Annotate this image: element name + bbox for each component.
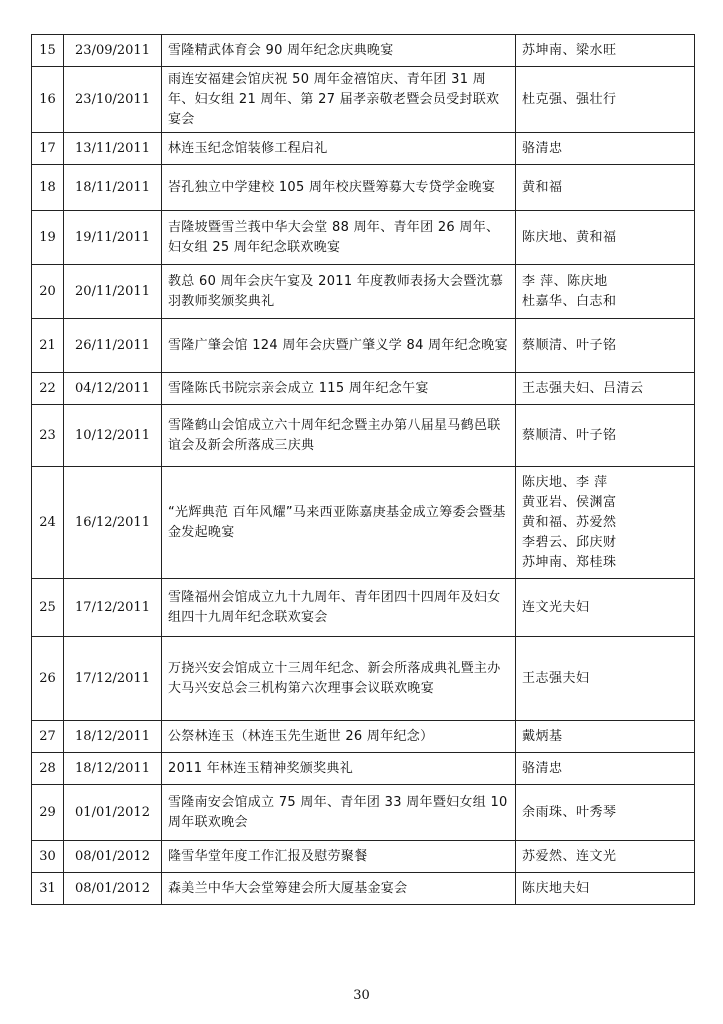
event-date: 18/12/2011 [64,721,162,753]
table-row [32,467,695,579]
table-row [32,373,695,405]
event-name: 森美兰中华大会堂筹建会所大厦基金宴会 [162,873,516,905]
row-number: 26 [32,637,64,721]
row-number: 24 [32,467,64,579]
event-date: 18/11/2011 [64,165,162,211]
event-date: 04/12/2011 [64,373,162,405]
event-name: 2011 年林连玉精神奖颁奖典礼 [162,753,516,785]
event-date: 10/12/2011 [64,405,162,467]
attendees: 黄和福 [516,165,695,211]
attendees: 陈庆地、李 萍 黄亚岩、侯渊富 黄和福、苏爱然 李碧云、邱庆财 苏坤南、郑桂珠 [516,467,695,579]
table-row [32,35,695,67]
row-number: 27 [32,721,64,753]
attendees: 陈庆地、黄和福 [516,211,695,265]
event-name: 雪隆鹤山会馆成立六十周年纪念暨主办第八届星马鹤邑联谊会及新会所落成三庆典 [162,405,516,467]
row-number: 20 [32,265,64,319]
attendees: 蔡顺清、叶子铭 [516,405,695,467]
attendees: 苏爱然、连文光 [516,841,695,873]
event-date: 23/09/2011 [64,35,162,67]
row-number: 31 [32,873,64,905]
event-name: 雪隆福州会馆成立九十九周年、青年团四十四周年及妇女组四十九周年纪念联欢宴会 [162,579,516,637]
event-date: 13/11/2011 [64,133,162,165]
event-name: 吉隆坡暨雪兰莪中华大会堂 88 周年、青年团 26 周年、妇女组 25 周年纪念联欢晚宴 [162,211,516,265]
row-number: 15 [32,35,64,67]
event-date: 16/12/2011 [64,467,162,579]
event-name: 万挠兴安会馆成立十三周年纪念、新会所落成典礼暨主办大马兴安总会三机构第六次理事会议联欢晚宴 [162,637,516,721]
table-row [32,211,695,265]
table-row [32,67,695,133]
event-name: 教总 60 周年会庆午宴及 2011 年度教师表扬大会暨沈慕羽教师奖颁奖典礼 [162,265,516,319]
event-date: 19/11/2011 [64,211,162,265]
table-row [32,873,695,905]
attendees: 骆清忠 [516,753,695,785]
row-number: 29 [32,785,64,841]
row-number: 25 [32,579,64,637]
table-row [32,785,695,841]
table-row [32,579,695,637]
row-number: 17 [32,133,64,165]
attendees: 连文光夫妇 [516,579,695,637]
event-date: 18/12/2011 [64,753,162,785]
event-date: 08/01/2012 [64,841,162,873]
event-date: 17/12/2011 [64,579,162,637]
event-date: 08/01/2012 [64,873,162,905]
row-number: 28 [32,753,64,785]
event-name: 公祭林连玉（林连玉先生逝世 26 周年纪念） [162,721,516,753]
attendees: 陈庆地夫妇 [516,873,695,905]
table-row [32,133,695,165]
event-date: 01/01/2012 [64,785,162,841]
event-name: 雪隆广肇会馆 124 周年会庆暨广肇义学 84 周年纪念晚宴 [162,319,516,373]
event-name: 峇孔独立中学建校 105 周年校庆暨筹募大专贷学金晚宴 [162,165,516,211]
events-table-body [32,35,695,905]
table-row [32,265,695,319]
events-table [31,34,695,905]
attendees: 骆清忠 [516,133,695,165]
row-number: 18 [32,165,64,211]
table-row [32,319,695,373]
attendees: 杜克强、强壮行 [516,67,695,133]
table-row [32,637,695,721]
row-number: 30 [32,841,64,873]
event-date: 23/10/2011 [64,67,162,133]
event-name: 雨连安福建会馆庆祝 50 周年金禧馆庆、青年团 31 周年、妇女组 21 周年、第 27 届孝亲敬老暨会员受封联欢宴会 [162,67,516,133]
attendees: 苏坤南、梁水旺 [516,35,695,67]
event-name: 雪隆精武体育会 90 周年纪念庆典晚宴 [162,35,516,67]
table-row [32,753,695,785]
attendees: 李 萍、陈庆地 杜嘉华、白志和 [516,265,695,319]
page-number: 30 [353,988,370,1003]
event-date: 17/12/2011 [64,637,162,721]
row-number: 21 [32,319,64,373]
attendees: 戴炳基 [516,721,695,753]
event-date: 20/11/2011 [64,265,162,319]
attendees: 蔡顺清、叶子铭 [516,319,695,373]
row-number: 22 [32,373,64,405]
event-date: 26/11/2011 [64,319,162,373]
event-name: 雪隆陈氏书院宗亲会成立 115 周年纪念午宴 [162,373,516,405]
table-row [32,721,695,753]
attendees: 余雨珠、叶秀琴 [516,785,695,841]
table-row [32,405,695,467]
event-name: 雪隆南安会馆成立 75 周年、青年团 33 周年暨妇女组 10 周年联欢晚会 [162,785,516,841]
event-name: 林连玉纪念馆装修工程启礼 [162,133,516,165]
attendees: 王志强夫妇 [516,637,695,721]
row-number: 23 [32,405,64,467]
event-name: “光辉典范 百年风耀”马来西亚陈嘉庚基金成立筹委会暨基金发起晚宴 [162,467,516,579]
event-name: 隆雪华堂年度工作汇报及慰劳聚餐 [162,841,516,873]
table-row [32,165,695,211]
row-number: 19 [32,211,64,265]
attendees: 王志强夫妇、吕清云 [516,373,695,405]
row-number: 16 [32,67,64,133]
table-row [32,841,695,873]
